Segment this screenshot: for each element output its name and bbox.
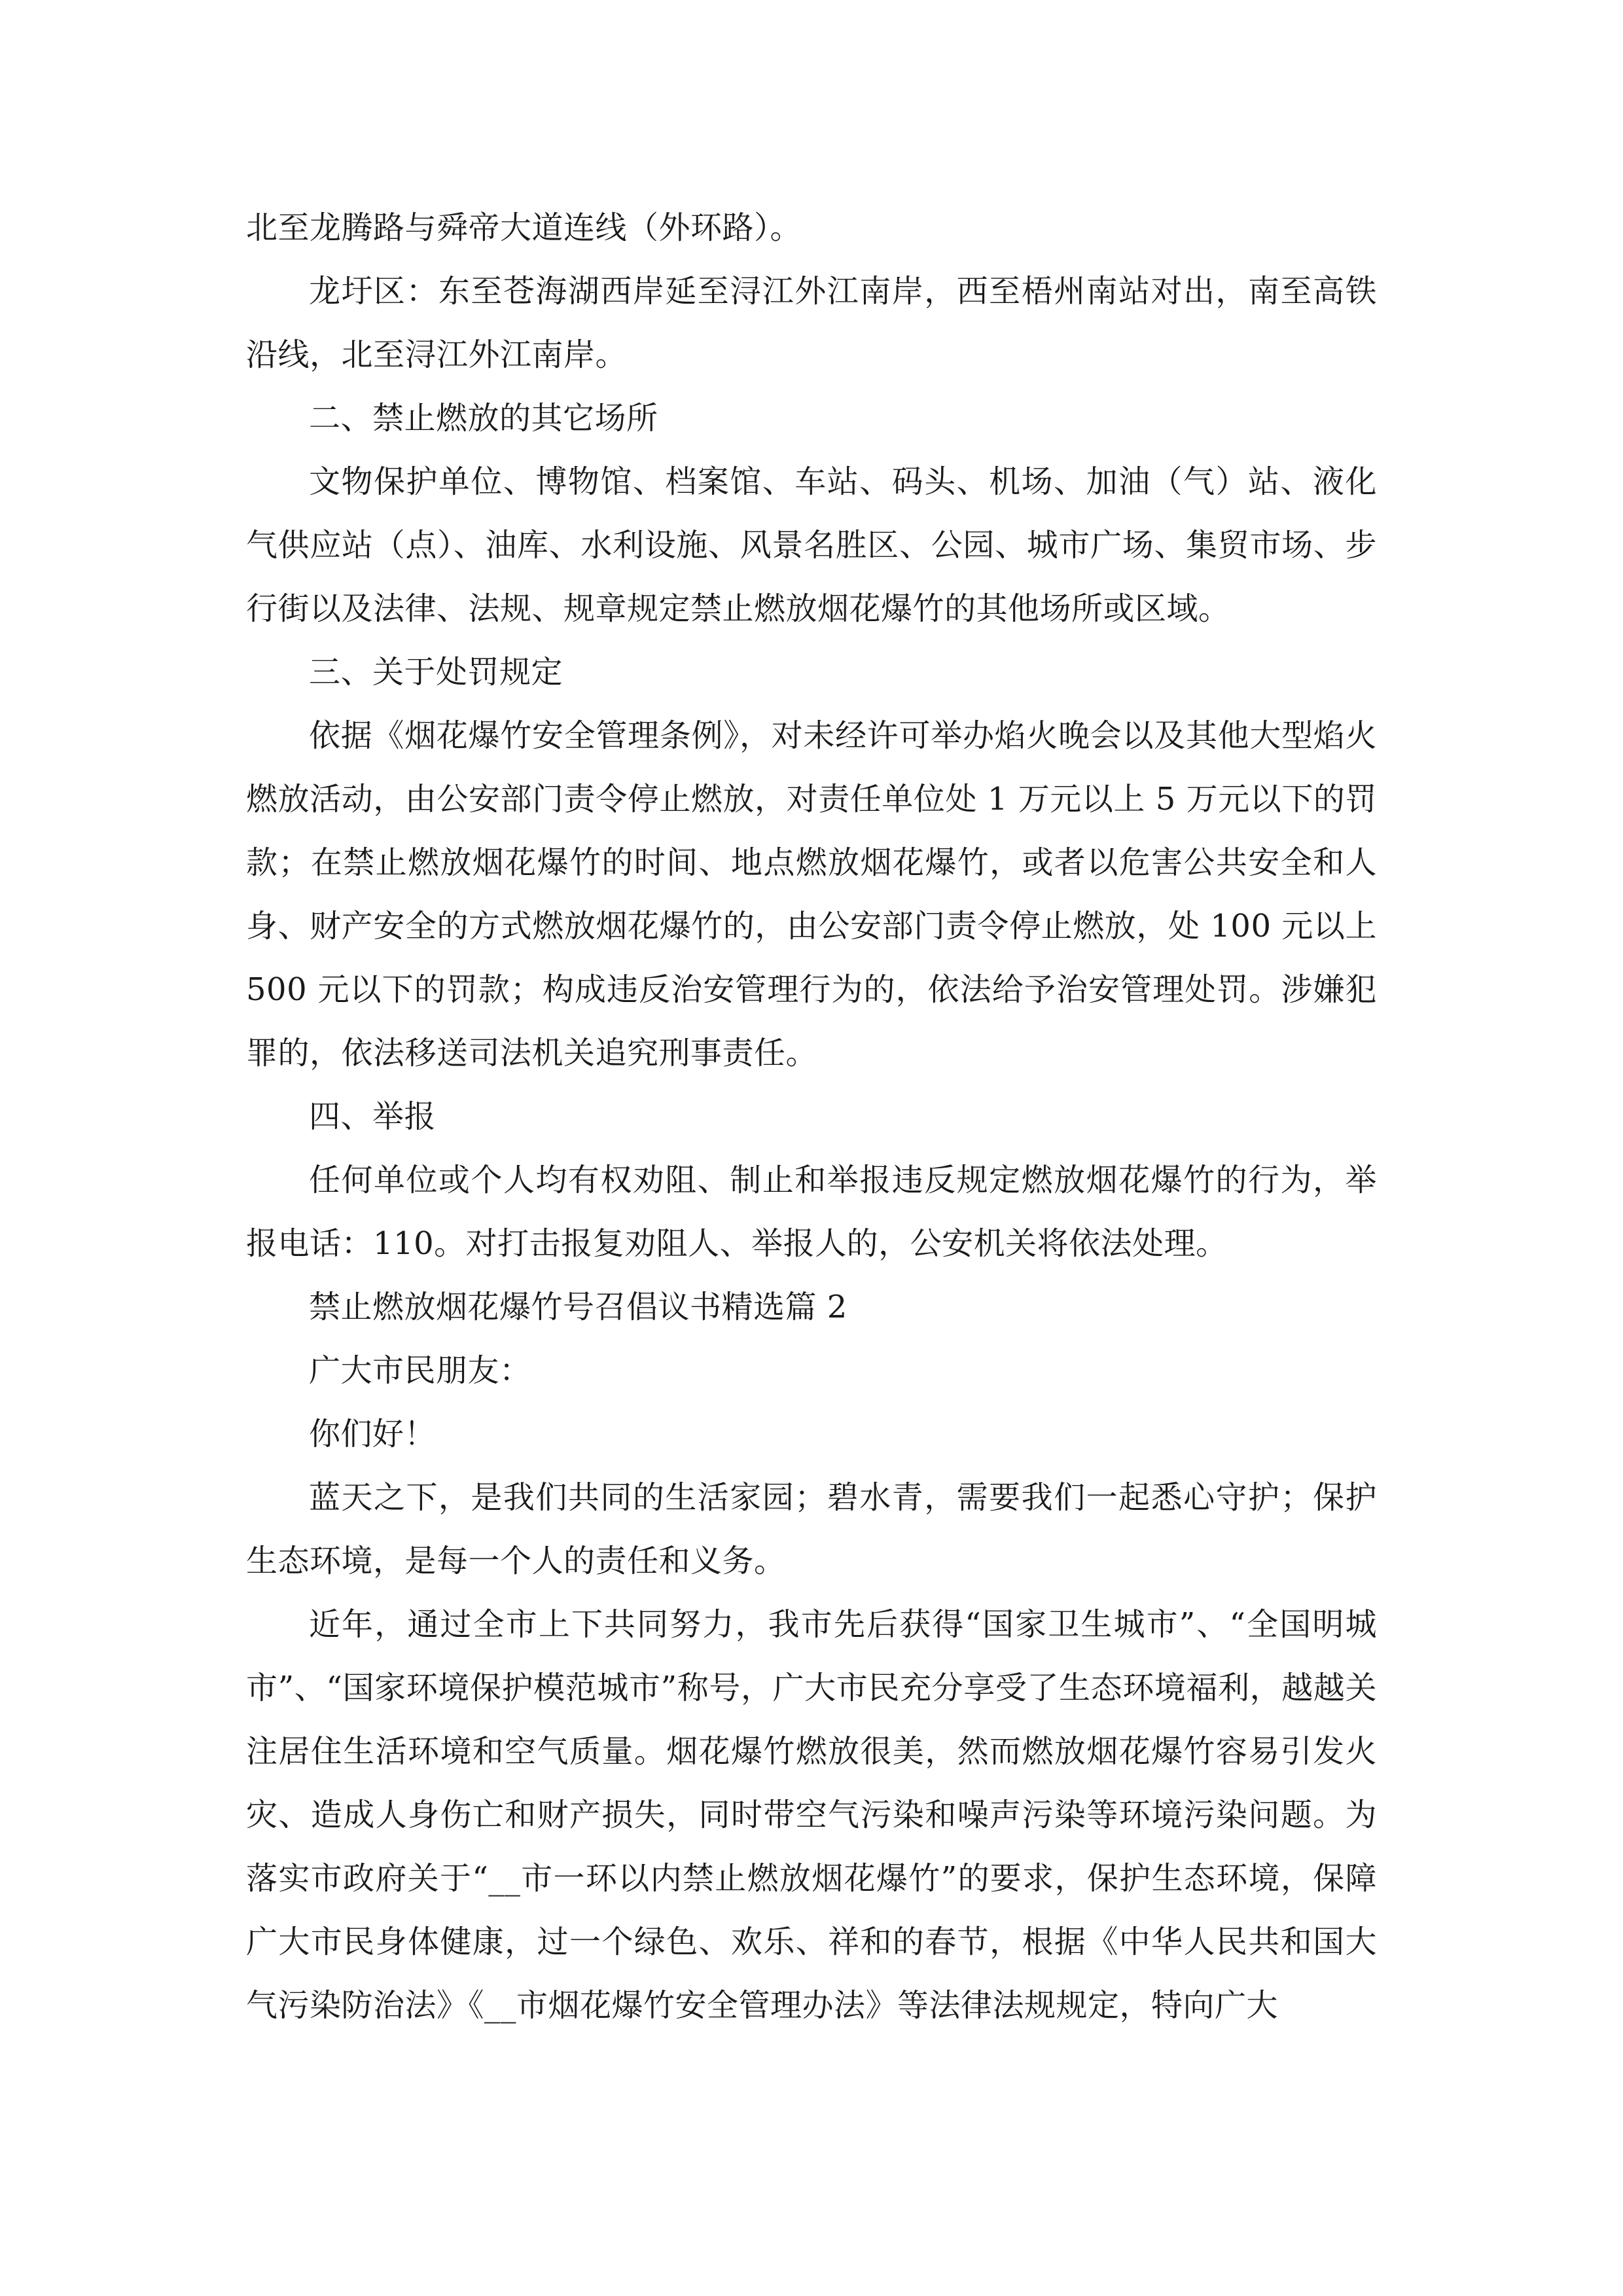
section-heading-penalties: 三、关于处罚规定 (309, 654, 563, 691)
section-heading-report: 四、举报 (309, 1098, 437, 1135)
article-title-part-2: 禁止燃放烟花爆竹号召倡议书精选篇 2 (309, 1289, 847, 1325)
paragraph-recent-years: 近年，通过全市上下共同努力，我市先后获得“国家卫生城市”、“全国明城市”、“国家环境保护模范城市”称号，广大市民充分享受了生态环境福利，越越关注居住生活环境和空气质量。烟花爆竹燃放很美，然而燃放烟花爆竹容易引发火灾、造成人身伤亡和财产损失，同时带空气污染和噪声污染等环境污染问题。为落实市政府关于“__市一环以内禁止燃放烟花爆竹”的要求，保护生态环境，保障广大市民身体健康，过一个绿色、欢乐、祥和的春节，根据《中华人民共和国大气污染防治法》《__市烟花爆竹安全管理办法》等法律法规规定，特向广大 (246, 1606, 1377, 2024)
paragraph-longxu-district: 龙圩区：东至苍海湖西岸延至浔江外江南岸，西至梧州南站对出，南至高铁沿线，北至浔江外江南岸。 (246, 273, 1377, 373)
paragraph-blue-sky: 蓝天之下，是我们共同的生活家园；碧水青，需要我们一起悉心守护；保护生态环境，是每一个人的责任和义务。 (246, 1479, 1377, 1579)
paragraph-other-places: 文物保护单位、博物馆、档案馆、车站、码头、机场、加油（气）站、液化气供应站（点）、油库、水利设施、风景名胜区、公园、城市广场、集贸市场、步行街以及法律、法规、规章规定禁止燃放烟花爆竹的其他场所或区域。 (246, 463, 1377, 627)
salutation: 广大市民朋友： (309, 1352, 531, 1389)
document-body (246, 196, 1377, 2037)
paragraph-report: 任何单位或个人均有权劝阻、制止和举报违反规定燃放烟花爆竹的行为，举报电话：110。对打击报复劝阻人、举报人的，公安机关将依法处理。 (246, 1162, 1377, 1262)
section-heading-other-places: 二、禁止燃放的其它场所 (309, 400, 658, 437)
greeting: 你们好！ (309, 1416, 437, 1452)
paragraph-continuation: 北至龙腾路与舜帝大道连线（外环路）。 (246, 209, 802, 246)
paragraph-penalties: 依据《烟花爆竹安全管理条例》，对未经许可举办焰火晚会以及其他大型焰火燃放活动，由公安部门责令停止燃放，对责任单位处 1 万元以上 5 万元以下的罚款；在禁止燃放烟花爆竹的时间、地点燃放烟花爆竹，或者以危害公共安全和人身、财产安全的方式燃放烟花爆竹的，由公安部门责令停止燃放，处 100 元以上 500 元以下的罚款；构成违反治安管理行为的，依法给予治安管理处罚。涉嫌犯罪的，依法移送司法机关追究刑事责任。 (246, 717, 1377, 1071)
